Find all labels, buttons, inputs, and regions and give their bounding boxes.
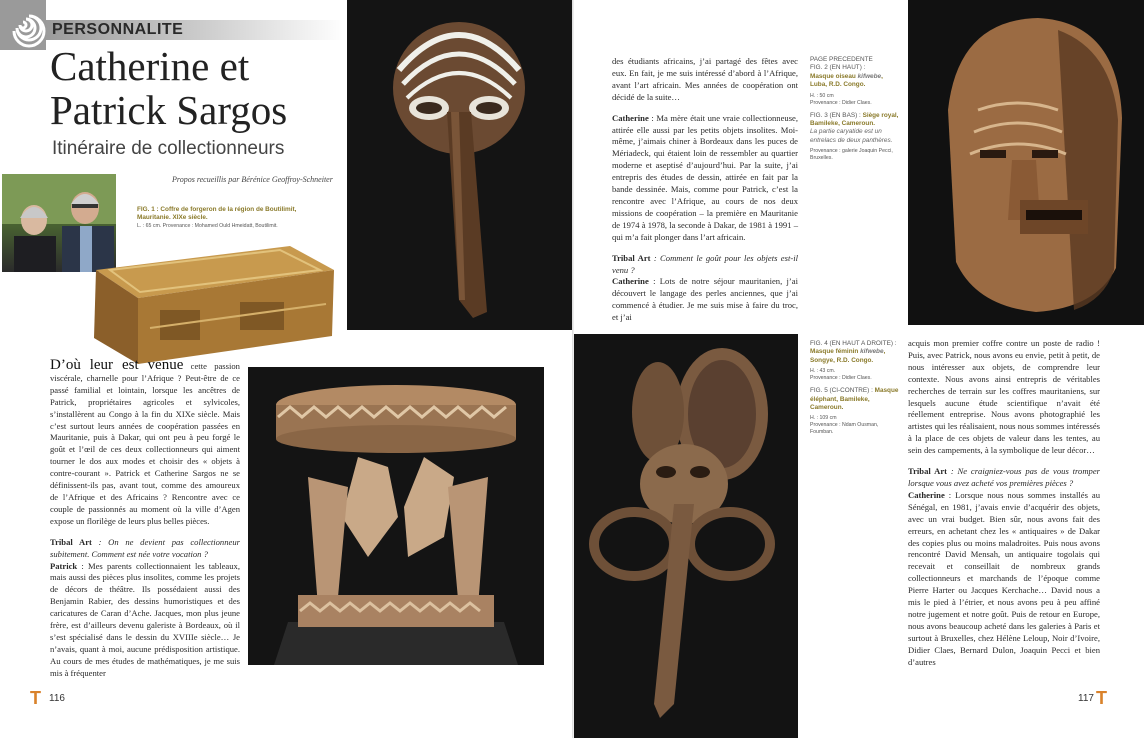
fig5-title: Masque éléphant, Bamileke, Cameroun. <box>810 387 899 412</box>
page-title-line1: Catherine et <box>50 43 250 89</box>
a1-text: : Mes parents collectionnaient les tableaux, mais aussi des pièces plus insolites, comme les projets de décors de théâtre. Ils possédaient aussi des Benjamin Rabier, des dessins humoristiques et des caricatures de Caran d’Ache. Jacques, mon plus jeune frère, est d’ailleurs devenu galeriste à Bordeaux, où il s’est spécialisé dans le dessin du XVIIIe siècle… Je n’avais, quant à moi, aucune prédisposition artistique. Au cours de mes études de mathématiques, je me suis mis à fréquenter <box>50 560 240 678</box>
a3-speaker: Catherine <box>612 276 649 287</box>
a4-speaker: Catherine <box>908 489 945 500</box>
fig4-dim: H. : 43 cm. <box>810 368 836 375</box>
byline: Propos recueillis par Bérénice Geoffroy-Schneiter <box>172 175 333 184</box>
fig1-detail: L. : 65 cm. Provenance : Mohamed Ould Hmeidatt, Boutilimit. <box>137 222 278 229</box>
fig4-label: FIG. 4 (EN HAUT A DROITE) : <box>810 340 897 347</box>
fig5-prov: Provenance : Ndam Ousman, Foumban. <box>810 422 879 436</box>
fig5-dim: H. : 109 cm <box>810 415 837 422</box>
fig2-dim: H. : 50 cm <box>810 92 834 99</box>
songye-mask-photo <box>908 0 1144 325</box>
footer-logo-left-icon: T <box>30 688 41 708</box>
a2-speaker: Catherine <box>612 112 649 123</box>
fig3-prov: Provenance : galerie Joaquin Pecci, Bruxelles. <box>810 148 893 162</box>
fig4-ital: kifwebe <box>860 348 884 356</box>
a3-text: : Lots de notre séjour mauritanien, j’ai découvert le langage des perles anciennes, que j’ai commencé à étudier. Je me suis mise à faire du troc, et j’ai <box>612 276 798 323</box>
fig2-ital: kifwebe <box>857 72 882 80</box>
right-column-text <box>908 338 1100 674</box>
fig2-title: Masque oiseau <box>810 72 856 80</box>
q1-text: : On ne devient pas collectionneur subitement. Comment est née votre vocation ? <box>50 536 240 559</box>
q3-speaker: Tribal Art <box>908 466 947 477</box>
q3-text: : Ne craigniez-vous pas de vous tromper lorsque vous avez acheté vos premières pièces ? <box>908 466 1100 488</box>
a1-speaker: Patrick <box>50 560 78 571</box>
q2-text: : Comment le goût pour les objets est-il venu ? <box>612 252 798 275</box>
q1-speaker: Tribal Art <box>50 536 92 547</box>
fig4-title: Masque féminin <box>810 348 859 356</box>
middle-column-text <box>612 56 798 330</box>
fig2-rest: , Luba, R.D. Congo. <box>810 72 883 89</box>
lead-in: D’où leur est venue <box>50 357 184 373</box>
elephant-mask-photo <box>574 334 798 738</box>
page-title-line2: Patrick Sargos <box>50 87 288 133</box>
fig5-label: FIG. 5 (CI-CONTRE) : <box>810 387 873 395</box>
fig3-label: FIG. 3 (EN BAS) : <box>810 111 861 119</box>
stool-photo <box>248 367 544 665</box>
fig3-ital: La partie caryatide est un entrelacs de deux panthères. <box>810 128 893 144</box>
captions-top <box>810 56 900 162</box>
caption-previous-page-head: PAGE PRECEDENTE <box>810 56 873 63</box>
footer-logo-right-icon: T <box>1096 688 1107 708</box>
section-label: PERSONNALITE <box>52 21 184 38</box>
a2-text: : Ma mère était une vraie collectionneuse, attirée elle aussi par les petits objets insolites. Moi-même, j’aimais chiner à Bordeaux dans les puces de Mériadeck, qui étaient loin de ressembler au quartier moderne et aseptisé d’aujourd’hui. Par la suite, j’ai entrepris des études de dessin, attirée en fait par la bande dessinée. Mais, comme pour Patrick, c’est la rencontre avec l’Afrique, au cours de nos deux missions de coopération – la première en Mauritanie de 1974 à 1978, la seconde à Dakar, de 1981 à 1991 – qui m’a fait plonger dans l’art africain. <box>612 112 798 242</box>
fig2-prov: Provenance : Didier Claes. <box>810 99 872 106</box>
fig1-title: FIG. 1 : Coffre de forgeron de la région de Boutilimit, Mauritanie. XIXe siècle. <box>137 206 297 222</box>
mid-paragraph-start: des étudiants africains, j’ai partagé des fêtes avec eux. En fait, je me suis intéressé d’abord à l’Afrique, avant l’art africain. Mes années de coopération ont décidé de la suite… <box>612 56 798 102</box>
bird-mask-photo <box>347 0 572 330</box>
fig4-prov: Provenance : Didier Claes. <box>810 375 872 382</box>
fig4-rest: , Songye, R.D. Congo. <box>810 348 886 364</box>
intro-paragraph: cette passion viscérale, charnelle pour l’Afrique ? Peut-être de ce passé familial et lointain, lorsque les ancêtres de Patrick, propriétaires agricoles et sylvicoles, s’installèrent au Congo à la fin du XIXe siècle. Mais c’est surtout leurs années de coopération passées en Mauritanie, puis à Dakar, qui ont peu à peu forgé le goût et l’œil de ces deux collectionneurs qui aiment tourner le dos aux modes et choisir des « objets à contre-courant ». Patrick et Catherine Sargos ne se définissent-ils pas, avant tout, comme des amoureux de l’Afrique et des Africains ? Rencontre avec ce couple de passionnés au moment où la ville d’Agen expose un florilège de leurs plus belles pièces. <box>50 361 240 526</box>
fig1-caption <box>137 206 327 230</box>
page-subtitle: Itinéraire de collectionneurs <box>52 138 285 159</box>
left-column-text <box>50 358 240 686</box>
spiral-logo-icon <box>0 0 46 50</box>
fig2-label: FIG. 2 (EN HAUT) : <box>810 64 866 72</box>
fig3-title: Siège royal, Bamileke, Cameroun. <box>810 111 899 128</box>
captions-bottom <box>810 340 900 436</box>
chest-photo <box>90 240 336 368</box>
right-paragraph-start: acquis mon premier coffre contre un poste de radio ! Puis, avec Patrick, nous avons eu envie, petit à petit, de nous intéresser aux objets, de comprendre leur contexte. Nous avons ainsi entrepris de véritables recherches de terrain sur les coffres mauritaniens, sur lesquels aucune étude scientifique n’avait été réellement entreprise. Nous avons photographié les artistes qui les réalisaient, nous nous sommes intéressés à la place de ces objets de valeur dans les tentes, au sein des campements, à la symbolique de leur décor… <box>908 338 1100 456</box>
a4-text: : Lorsque nous nous sommes installés au Sénégal, en 1981, j’avais envie d’acquérir des objets, avec un vrai budget. Bien sûr, nous avons fait des erreurs, en achetant chez les « antiquaires » de Dakar des copies plus ou moins maladroites. Puis nous avons rencontré David Mensah, un antiquaire togolais qui recevait et conseillait de nombreux grands collectionneurs et marchands de l’époque comme Pierre Harter ou Jacques Kerchache… David nous a mis le pied à l’étrier, et nous avons peu à peu affiné notre jugement et notre goût. Puis de retour en Europe, nous avons beaucoup acheté dans les galeries à Paris et surtout à Bruxelles, chez Hélène Leloup, Noir d’Ivoire, Didier Claes, Bernard Dulon, Joaquin Pecci et bien d’autres <box>908 489 1100 667</box>
page-number-left: 116 <box>49 693 65 704</box>
page-number-right: 117 <box>1078 693 1094 704</box>
q2-speaker: Tribal Art <box>612 252 651 263</box>
